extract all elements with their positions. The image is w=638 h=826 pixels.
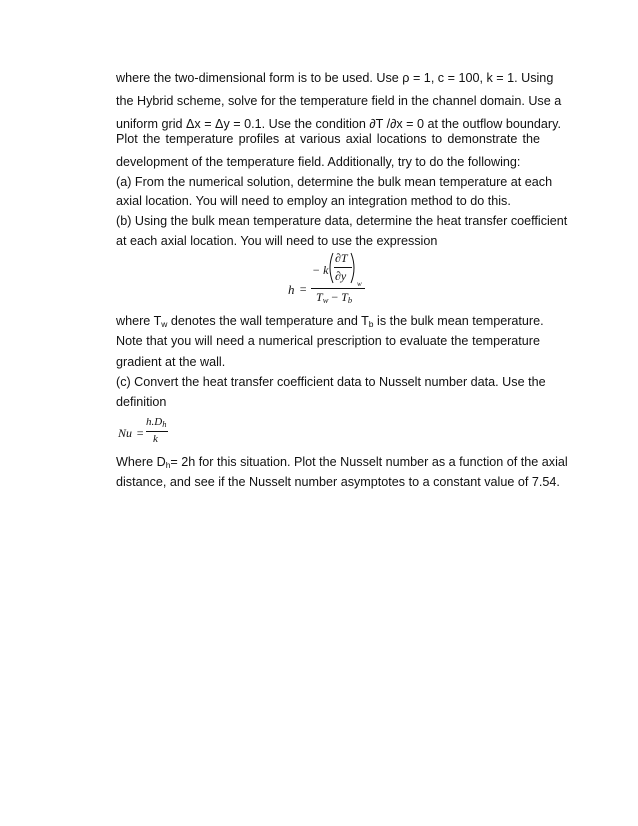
eq-h-dT: ∂T [335, 251, 348, 265]
text-line-last: distance, and see if the Nusselt number asymptotes to a constant value of 7.54. [116, 475, 560, 489]
text-line-2: the Hybrid scheme, solve for the temperature field in the channel domain. Use a [116, 94, 562, 108]
text-line-1: where the two-dimensional form is to be used. Use ρ = 1, c = 100, k = 1. Using [116, 71, 554, 85]
eq-h-w-sub: w [357, 280, 362, 288]
text-line-4: Plot the temperature profiles at various axial locations to demonstrate the [116, 132, 540, 146]
eq-h-equals: = [299, 282, 308, 296]
eq-nu-lhs: Nu [118, 426, 133, 440]
eq-h-lhs: h [288, 282, 295, 297]
text-line-6: (a) From the numerical solution, determine the bulk mean temperature at each [116, 175, 553, 189]
text-line-gradient: gradient at the wall. [116, 355, 226, 369]
text-line-7: axial location. You will need to employ an integration method to do this. [116, 194, 511, 208]
eq-nu-numerator: $h.D_h$ [146, 416, 167, 429]
text-line-dh: Where $D_h= 2h$ for this situation. Plot the Nusselt number as a function of the axial [116, 455, 568, 470]
text-line-9: at each axial location. You will need to use the expression [116, 234, 438, 248]
text-line-5: development of the temperature field. Additionally, try to do the following: [116, 155, 521, 169]
eq-h-minus-k: − k [312, 263, 329, 277]
eq-h-denominator: $T_w - T_b$ [316, 290, 353, 305]
eq-nu-equals: = [136, 426, 145, 440]
text-line-3: uniform grid Δx = Δy = 0.1. Use the condition ∂T /∂x = 0 at the outflow boundary. [116, 117, 561, 131]
text-line-note: Note that you will need a numerical prescription to evaluate the temperature [116, 334, 540, 348]
eq-nu-denominator: k [153, 433, 158, 445]
eq-h-dy: ∂y [335, 269, 347, 283]
nu-fraction-bar [146, 431, 168, 432]
text-line-where: where $T_w$ denotes the wall temperature and $T_b$ is the bulk mean temperature. [116, 314, 544, 329]
text-line-8: (b) Using the bulk mean temperature data, determine the heat transfer coefficient [116, 214, 568, 228]
text-line-definition: definition [116, 395, 167, 409]
text-line-c: (c) Convert the heat transfer coefficient data to Nusselt number data. Use the [116, 375, 546, 389]
main-fraction-bar [311, 288, 365, 289]
left-paren-icon [326, 252, 334, 284]
